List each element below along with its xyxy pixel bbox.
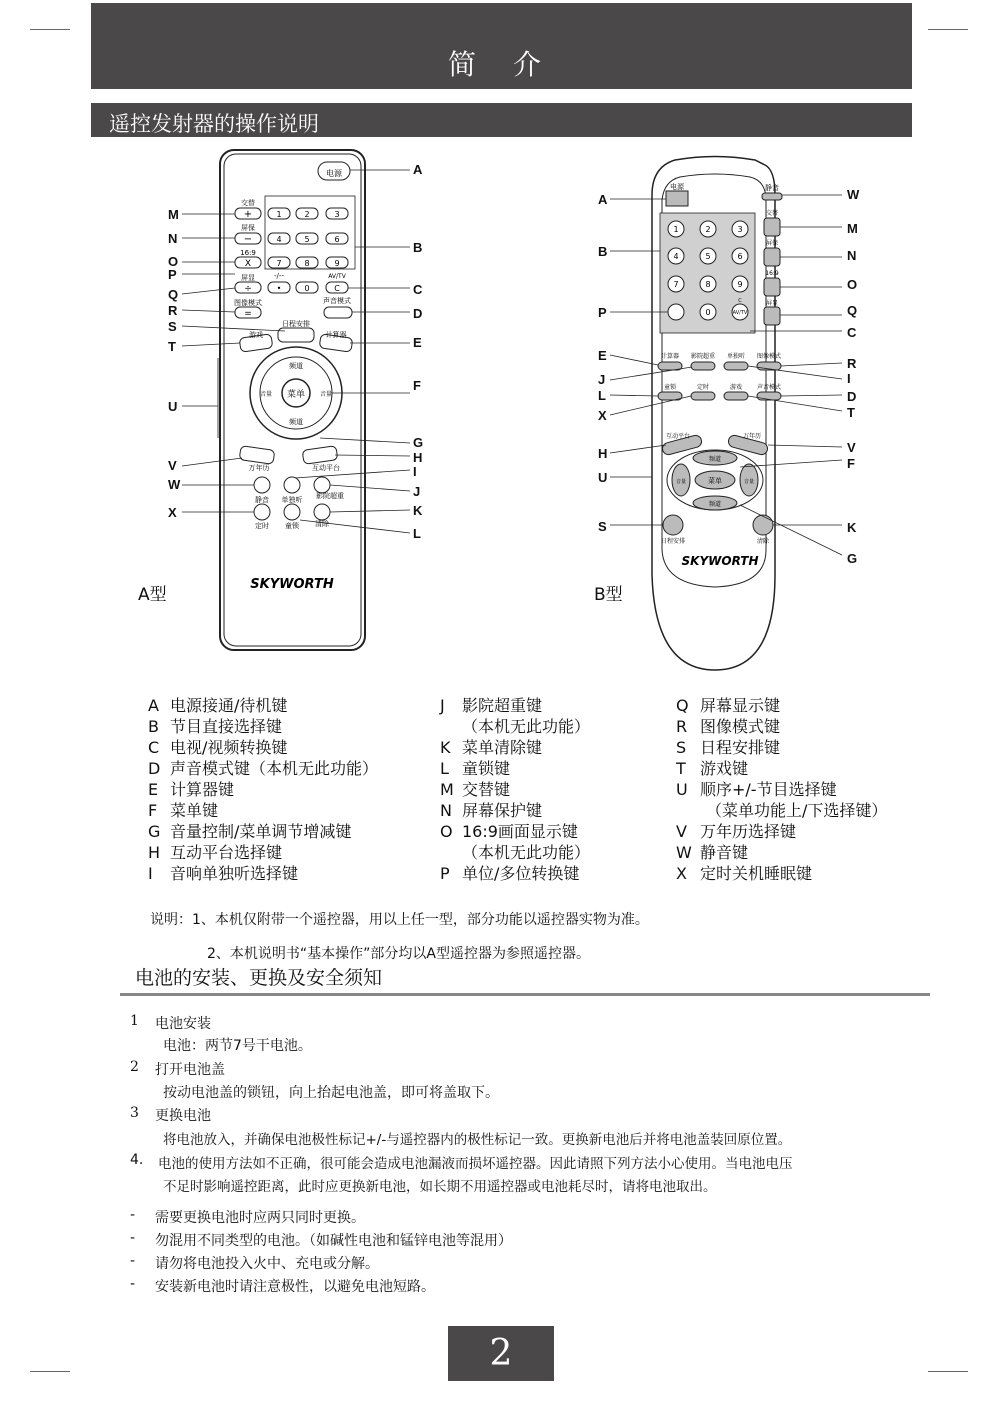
- svg-text:4: 4: [673, 252, 679, 261]
- caution-dash: -: [130, 1207, 136, 1223]
- remote-a-diagram: [160, 148, 460, 658]
- crop-mark: [30, 1371, 70, 1372]
- svg-text:3: 3: [737, 225, 743, 234]
- legend-item: O 16:9画面显示键: [440, 822, 578, 841]
- svg-text:计算器: 计算器: [660, 353, 680, 360]
- crop-mark: [30, 29, 70, 30]
- svg-text:0: 0: [705, 308, 711, 317]
- remote-b-label-a: A: [598, 192, 608, 207]
- battery-item-4-line-1: 电池的使用方法如不正确，很可能会造成电池漏液而损坏遥控器。因此请照下列方法小心使用。当电池电压: [158, 1156, 793, 1172]
- remote-a-label-v: V: [168, 458, 177, 473]
- remote-a-label-w: W: [168, 477, 181, 492]
- remote-b-diagram: [580, 155, 880, 680]
- x-key-label: X: [244, 259, 252, 269]
- remote-a-label-l: L: [413, 526, 421, 541]
- svg-text:AV/TV: AV/TV: [732, 310, 748, 316]
- svg-text:音量: 音量: [259, 391, 273, 398]
- svg-text:影院超重: 影院超重: [690, 353, 716, 360]
- caution-dash: -: [130, 1253, 136, 1269]
- svg-text:音量: 音量: [743, 479, 755, 485]
- caution-dash: -: [130, 1230, 136, 1246]
- power-button-label: 电源: [326, 169, 342, 178]
- battery-item-1-title: 电池安装: [155, 1016, 211, 1032]
- picture-mode-label: 图像模式: [234, 299, 262, 307]
- legend-item: X 定时关机睡眠键: [676, 864, 813, 883]
- svg-text:5: 5: [705, 252, 711, 261]
- legend-item: I 音响单独听选择键: [148, 864, 299, 883]
- svg-text:1: 1: [673, 225, 679, 234]
- legend-item: F 菜单键: [148, 801, 219, 820]
- svg-text:音量: 音量: [319, 391, 333, 398]
- battery-item-3-body: 将电池放入，并确保电池极性标记+/-与遥控器内的极性标记一致。更换新电池后并将电池盖装回原位置。: [163, 1132, 792, 1148]
- remote-a-label-s: S: [168, 319, 177, 334]
- legend-item: B 节目直接选择键: [148, 717, 283, 736]
- remote-b-label-h: H: [598, 446, 608, 461]
- remote-a-label-q: Q: [168, 287, 179, 302]
- svg-text:屏显: 屏显: [765, 300, 779, 307]
- legend-item: （本机无此功能）: [462, 843, 591, 862]
- svg-text:频道: 频道: [289, 418, 303, 426]
- remote-b-label-o: O: [847, 277, 858, 292]
- svg-text:清除: 清除: [315, 520, 329, 528]
- svg-text:SKYWORTH: SKYWORTH: [681, 554, 759, 568]
- remote-a-label-n: N: [168, 231, 178, 246]
- caution-item: 请勿将电池投入火中、充电或分解。: [155, 1256, 379, 1272]
- remote-b-label-q: Q: [847, 303, 858, 318]
- remote-a-label-x: X: [168, 505, 177, 520]
- legend-item: E 计算器键: [148, 780, 235, 799]
- legend-item: D 声音模式键（本机无此功能）: [148, 759, 379, 778]
- svg-text:7: 7: [673, 280, 679, 289]
- svg-text:9: 9: [737, 280, 743, 289]
- remote-b-label-d: D: [847, 389, 857, 404]
- svg-text:菜单: 菜单: [286, 390, 306, 400]
- svg-text:万年历: 万年历: [742, 433, 762, 440]
- remote-b-label-b: B: [598, 244, 608, 259]
- svg-text:6: 6: [334, 235, 340, 244]
- svg-text:交替: 交替: [765, 210, 779, 217]
- remote-a-label-h: H: [413, 450, 423, 465]
- legend-item: M 交替键: [440, 780, 511, 799]
- remote-b-label-i: I: [847, 371, 851, 386]
- note-line-1: 说明：1、本机仅附带一个遥控器，用以上任一型，部分功能以遥控器实物为准。: [150, 912, 649, 928]
- section-title: 遥控发射器的操作说明: [109, 112, 319, 136]
- caution-item: 安装新电池时请注意极性，以避免电池短路。: [155, 1279, 435, 1295]
- battery-item-2-title: 打开电池盖: [155, 1062, 225, 1078]
- crop-mark: [928, 1371, 968, 1372]
- remote-b-label-e: E: [598, 348, 607, 363]
- svg-text:定时: 定时: [696, 384, 710, 391]
- caution-item: 需要更换电池时应两只同时更换。: [155, 1210, 365, 1226]
- remote-b-label-w: W: [847, 187, 860, 202]
- remote-b-label-c: C: [847, 325, 857, 340]
- svg-text:5: 5: [304, 235, 310, 244]
- remote-b-label-f: F: [847, 456, 855, 471]
- caution-item: 勿混用不同类型的电池。（如碱性电池和锰锌电池等混用）: [155, 1233, 512, 1249]
- svg-text:静音: 静音: [255, 496, 269, 504]
- legend-col-1: [148, 693, 378, 882]
- page-number: 2: [448, 1326, 554, 1381]
- svg-text:1: 1: [276, 210, 282, 219]
- legend-item: T 游戏键: [676, 759, 749, 778]
- section-header: [91, 103, 912, 137]
- remote-b-label-u: U: [598, 470, 608, 485]
- ratio-label: 16:9: [240, 249, 256, 257]
- svg-text:童锁: 童锁: [285, 522, 299, 530]
- note-line-2: 2、本机说明书“基本操作”部分均以A型遥控器为参照遥控器。: [207, 946, 590, 962]
- remote-b-label-r: R: [847, 356, 857, 371]
- svg-text:互动平台: 互动平台: [312, 464, 340, 472]
- remote-b-label-g: G: [847, 551, 858, 566]
- remote-a-label-c: C: [413, 282, 423, 297]
- svg-text:菜单: 菜单: [708, 477, 722, 485]
- svg-text:频道: 频道: [708, 456, 722, 463]
- screensaver-label: 屏保: [241, 224, 255, 232]
- svg-text:C: C: [334, 284, 340, 293]
- remote-a-label-d: D: [413, 306, 423, 321]
- remote-a-label-p: P: [168, 267, 177, 282]
- remote-a-label-f: F: [413, 378, 421, 393]
- svg-text:9: 9: [334, 259, 340, 268]
- remote-a-label-j: J: [413, 484, 421, 499]
- remote-b-label-s: S: [598, 519, 607, 534]
- unit-label: -/--: [274, 272, 284, 280]
- header-bar: [91, 3, 912, 89]
- svg-text:定时: 定时: [255, 522, 269, 530]
- svg-text:7: 7: [276, 259, 282, 268]
- remote-b-label-m: M: [847, 221, 858, 236]
- crop-mark: [928, 29, 968, 30]
- remote-b-label-v: V: [847, 440, 856, 455]
- svg-text:声音模式: 声音模式: [756, 384, 782, 391]
- legend-item: S 日程安排键: [676, 738, 781, 757]
- remote-a-label-m: M: [168, 207, 179, 222]
- brand-logo: SKYWORTH: [250, 577, 334, 592]
- svg-text:清除: 清除: [756, 538, 770, 545]
- legend-item: L 童锁键: [440, 759, 511, 778]
- section2-title: 电池的安装、更换及安全须知: [135, 967, 383, 989]
- svg-text:−: −: [243, 234, 253, 245]
- legend-item: W 静音键: [676, 843, 749, 862]
- remote-a-label-e: E: [413, 335, 422, 350]
- svg-text:2: 2: [304, 210, 310, 219]
- svg-text:日程安排: 日程安排: [282, 320, 310, 328]
- remote-b-label-p: P: [598, 305, 607, 320]
- svg-text:音量: 音量: [675, 479, 687, 485]
- battery-item-3-title: 更换电池: [155, 1108, 211, 1124]
- remote-a-label-o: O: [168, 254, 179, 269]
- remote-a-label-r: R: [168, 303, 178, 318]
- legend-item: V 万年历选择键: [676, 822, 797, 841]
- display-label: 屏显: [241, 274, 255, 282]
- legend-item: （菜单功能上/下选择键）: [706, 801, 888, 820]
- svg-text:单独听: 单独听: [726, 353, 746, 360]
- svg-text:÷: ÷: [244, 284, 252, 294]
- remote-b-label-n: N: [847, 248, 857, 263]
- remote-a-label-b: B: [413, 240, 423, 255]
- legend-item: N 屏幕保护键: [440, 801, 543, 820]
- svg-text:16:9: 16:9: [765, 270, 779, 277]
- battery-item-2-number: 2: [130, 1059, 139, 1075]
- remote-b-label-l: L: [598, 388, 606, 403]
- svg-text:6: 6: [737, 252, 743, 261]
- svg-text:2: 2: [705, 225, 711, 234]
- svg-text:频道: 频道: [708, 501, 722, 508]
- svg-text:图像模式: 图像模式: [756, 353, 782, 360]
- legend-item: H 互动平台选择键: [148, 843, 283, 862]
- legend-item: （本机无此功能）: [462, 717, 591, 736]
- legend-item: U 顺序+/-节目选择键: [676, 780, 837, 799]
- remote-a-label-g: G: [413, 435, 424, 450]
- svg-text:C: C: [738, 298, 742, 304]
- legend-col-2: [440, 693, 590, 882]
- battery-item-2-body: 按动电池盖的锁钮，向上抬起电池盖，即可将盖取下。: [163, 1085, 499, 1101]
- legend-item: J 影院超重键: [440, 696, 543, 715]
- svg-text:影院超重: 影院超重: [316, 492, 344, 500]
- svg-text:0: 0: [304, 284, 310, 293]
- battery-item-1-body: 电池：两节7号干电池。: [163, 1038, 312, 1054]
- remote-a-label-t: T: [168, 339, 176, 354]
- legend-item: K 菜单清除键: [440, 738, 543, 757]
- legend-item: G 音量控制/菜单调节增减键: [148, 822, 352, 841]
- svg-text:8: 8: [705, 280, 711, 289]
- remote-a-caption: A型: [138, 585, 167, 605]
- remote-b-label-j: J: [598, 372, 606, 387]
- remote-b-caption: B型: [594, 585, 623, 605]
- legend-item: R 图像模式键: [676, 717, 781, 736]
- svg-text:电源: 电源: [670, 183, 684, 191]
- svg-text:+: +: [243, 209, 253, 220]
- svg-text:互动平台: 互动平台: [665, 433, 691, 440]
- caution-dash: -: [130, 1276, 136, 1292]
- svg-text:=: =: [244, 309, 252, 319]
- svg-text:频道: 频道: [289, 362, 303, 370]
- page-title: 简 介: [448, 48, 555, 81]
- svg-text:•: •: [276, 284, 282, 293]
- svg-text:4: 4: [276, 235, 282, 244]
- svg-text:万年历: 万年历: [248, 464, 270, 472]
- svg-text:日程安排: 日程安排: [660, 538, 686, 545]
- remote-b-label-k: K: [847, 520, 857, 535]
- battery-item-1-number: 1: [130, 1013, 139, 1029]
- battery-item-3-number: 3: [130, 1105, 139, 1121]
- sound-mode-label: 声音模式: [323, 297, 351, 305]
- avtv-label: AV/TV: [328, 273, 346, 280]
- svg-text:3: 3: [334, 210, 340, 219]
- remote-a-label-i: I: [413, 464, 417, 479]
- svg-text:游戏: 游戏: [729, 384, 743, 391]
- remote-a-label-k: K: [413, 503, 423, 518]
- svg-text:游戏: 游戏: [249, 331, 263, 339]
- svg-text:屏保: 屏保: [765, 240, 779, 247]
- svg-text:童锁: 童锁: [663, 384, 677, 391]
- remote-a-label-u: U: [168, 399, 178, 414]
- legend-col-3: [676, 693, 887, 882]
- swap-label: 交替: [241, 199, 255, 207]
- section2-rule: [120, 993, 930, 996]
- legend-item: A 电源接通/待机键: [148, 696, 288, 715]
- remote-a-label-a: A: [413, 162, 423, 177]
- svg-text:单独听: 单独听: [281, 496, 303, 504]
- legend-item: Q 屏幕显示键: [676, 696, 781, 715]
- svg-text:静音: 静音: [765, 184, 779, 192]
- svg-text:计算器: 计算器: [325, 331, 347, 339]
- legend-item: C 电视/视频转换键: [148, 738, 288, 757]
- remote-b-label-t: T: [847, 405, 855, 420]
- remote-b-label-x: X: [598, 408, 607, 423]
- svg-text:8: 8: [304, 259, 310, 268]
- battery-item-4-number: 4.: [130, 1152, 144, 1168]
- battery-item-4-line-2: 不足时影响遥控距离，此时应更换新电池，如长期不用遥控器或电池耗尽时，请将电池取出。: [163, 1179, 717, 1195]
- legend-item: P 单位/多位转换键: [440, 864, 580, 883]
